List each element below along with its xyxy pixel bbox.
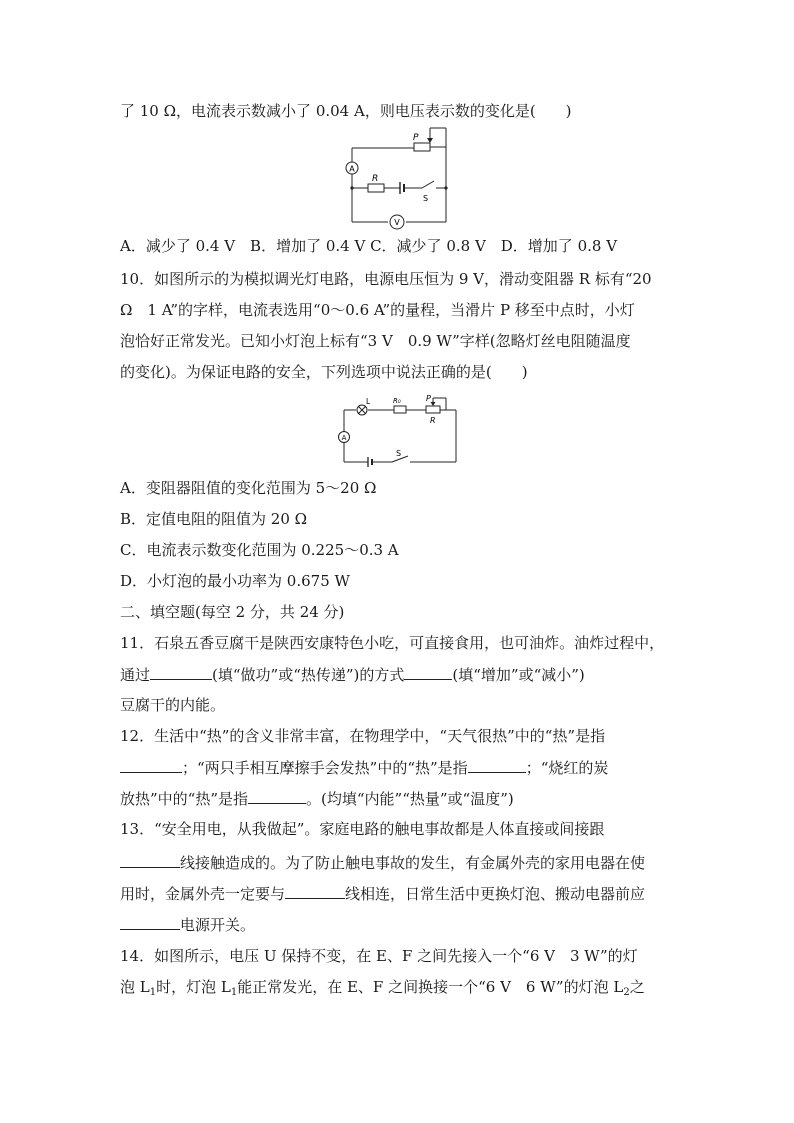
- q14-sub-2: 1: [230, 987, 238, 998]
- q12-blank-3[interactable]: [248, 788, 306, 804]
- q13-text-d: 电源开关。: [180, 916, 256, 934]
- q13-text-c: 线相连，日常生活中更换灯泡、搬动电器前应: [345, 885, 646, 903]
- q9-circuit-diagram: [338, 126, 452, 230]
- q12-line-3: [120, 788, 680, 809]
- q11-line-2: [120, 664, 680, 685]
- q10-line-1: 10．如图所示的为模拟调光灯电路，电源电压恒为 9 V，滑动变阻器 R 标有“20: [120, 270, 652, 288]
- q9-label-r: R: [372, 174, 379, 184]
- q13-line-3: [120, 883, 680, 904]
- q11-line-3: 豆腐干的内能。: [120, 696, 226, 714]
- q13-line-2: [120, 852, 680, 873]
- q10-line-4: 的变化)。为保证电路的安全，下列选项中说法正确的是( ): [120, 363, 528, 381]
- q14-line-2: [120, 977, 680, 1003]
- q12-text-a: ；“两只手相互摩擦手会发热”中的“热”是指: [182, 759, 468, 777]
- q10-label-r0: R₀: [393, 397, 401, 405]
- q13-text-b: 用时，金属外壳一定要与: [120, 885, 286, 903]
- q11-text-b: (填“做功”或“热传递”)的方式: [212, 666, 405, 684]
- q14-text-a: 泡 L: [120, 978, 150, 996]
- q10-circuit-diagram: [336, 392, 462, 468]
- q13-blank-2[interactable]: [285, 883, 345, 899]
- q10-line-3: 泡恰好正常发光。已知小灯泡上标有“3 V 0.9 W”字样(忽略灯丝电阻随温度: [120, 332, 631, 350]
- q12-line-1: 12．生活中“热”的含义非常丰富，在物理学中，“天气很热”中的“热”是指: [120, 727, 606, 745]
- q11-line-1: 11．石泉五香豆腐干是陕西安康特色小吃，可直接食用，也可油炸。油炸过程中，: [120, 634, 665, 652]
- q10-label-l: L: [366, 397, 371, 406]
- q12-text-d: 。(均填“内能”“热量”或“温度”): [306, 790, 514, 808]
- q14-sub-3: 2: [623, 987, 630, 998]
- q11-blank-2[interactable]: [404, 664, 452, 680]
- q14-text-b: 时，灯泡 L: [156, 978, 231, 996]
- q14-line-1: 14．如图所示，电压 U 保持不变，在 E、F 之间先接入一个“6 V 3 W”的灯: [120, 947, 638, 965]
- q9-stem: 了 10 Ω，电流表示数减小了 0.04 A，则电压表示数的变化是( ): [120, 102, 572, 120]
- q13-line-4: [120, 914, 680, 935]
- q14-text-d: 之: [629, 978, 645, 996]
- q9-label-s: S: [423, 194, 429, 203]
- q11-text-a: 通过: [120, 666, 151, 684]
- q9-label-v: V: [394, 218, 400, 227]
- q10-label-a: A: [341, 434, 347, 442]
- section-heading: 二、填空题(每空 2 分，共 24 分): [120, 603, 345, 621]
- q13-blank-3[interactable]: [120, 914, 180, 930]
- q12-text-c: 放热”中的“热”是指: [120, 790, 249, 808]
- q13-text-a: 线接触造成的。为了防止触电事故的发生，有金属外壳的家用电器在使: [180, 854, 646, 872]
- q14-text-c: 能正常发光，在 E、F 之间换接一个“6 V 6 W”的灯泡 L: [237, 978, 624, 996]
- q10-option-b: B．定值电阻的阻值为 20 Ω: [120, 510, 308, 528]
- q9-label-p: P: [413, 133, 419, 143]
- q10-option-a: A．变阻器阻值的变化范围为 5～20 Ω: [120, 479, 377, 497]
- q9-label-a: A: [349, 164, 355, 174]
- q9-choices: A．减少了 0.4 V B．增加了 0.4 V C．减少了 0.8 V D．增加了 0.8 V: [120, 237, 618, 255]
- q10-line-2: Ω 1 A”的字样，电流表选用“0～0.6 A”的量程，当滑片 P 移至中点时，小灯: [120, 301, 635, 319]
- q10-option-d: D．小灯泡的最小功率为 0.675 W: [120, 572, 350, 590]
- q12-line-2: [120, 757, 680, 778]
- q10-label-s: S: [396, 449, 402, 458]
- q10-label-r: R: [430, 416, 436, 425]
- q13-line-1: 13．“安全用电，从我做起”。家庭电路的触电事故都是人体直接或间接跟: [120, 820, 605, 838]
- q11-text-c: (填“增加”或“减小”): [452, 666, 585, 684]
- q14-sub-1: 1: [149, 987, 157, 998]
- q12-text-b: ；“烧红的炭: [525, 759, 609, 777]
- q10-label-p: P: [426, 394, 431, 403]
- q11-blank-1[interactable]: [150, 664, 212, 680]
- q12-blank-2[interactable]: [468, 757, 526, 773]
- q12-blank-1[interactable]: [120, 757, 182, 773]
- q13-blank-1[interactable]: [120, 852, 180, 868]
- q10-option-c: C．电流表示数变化范围为 0.225～0.3 A: [120, 541, 399, 559]
